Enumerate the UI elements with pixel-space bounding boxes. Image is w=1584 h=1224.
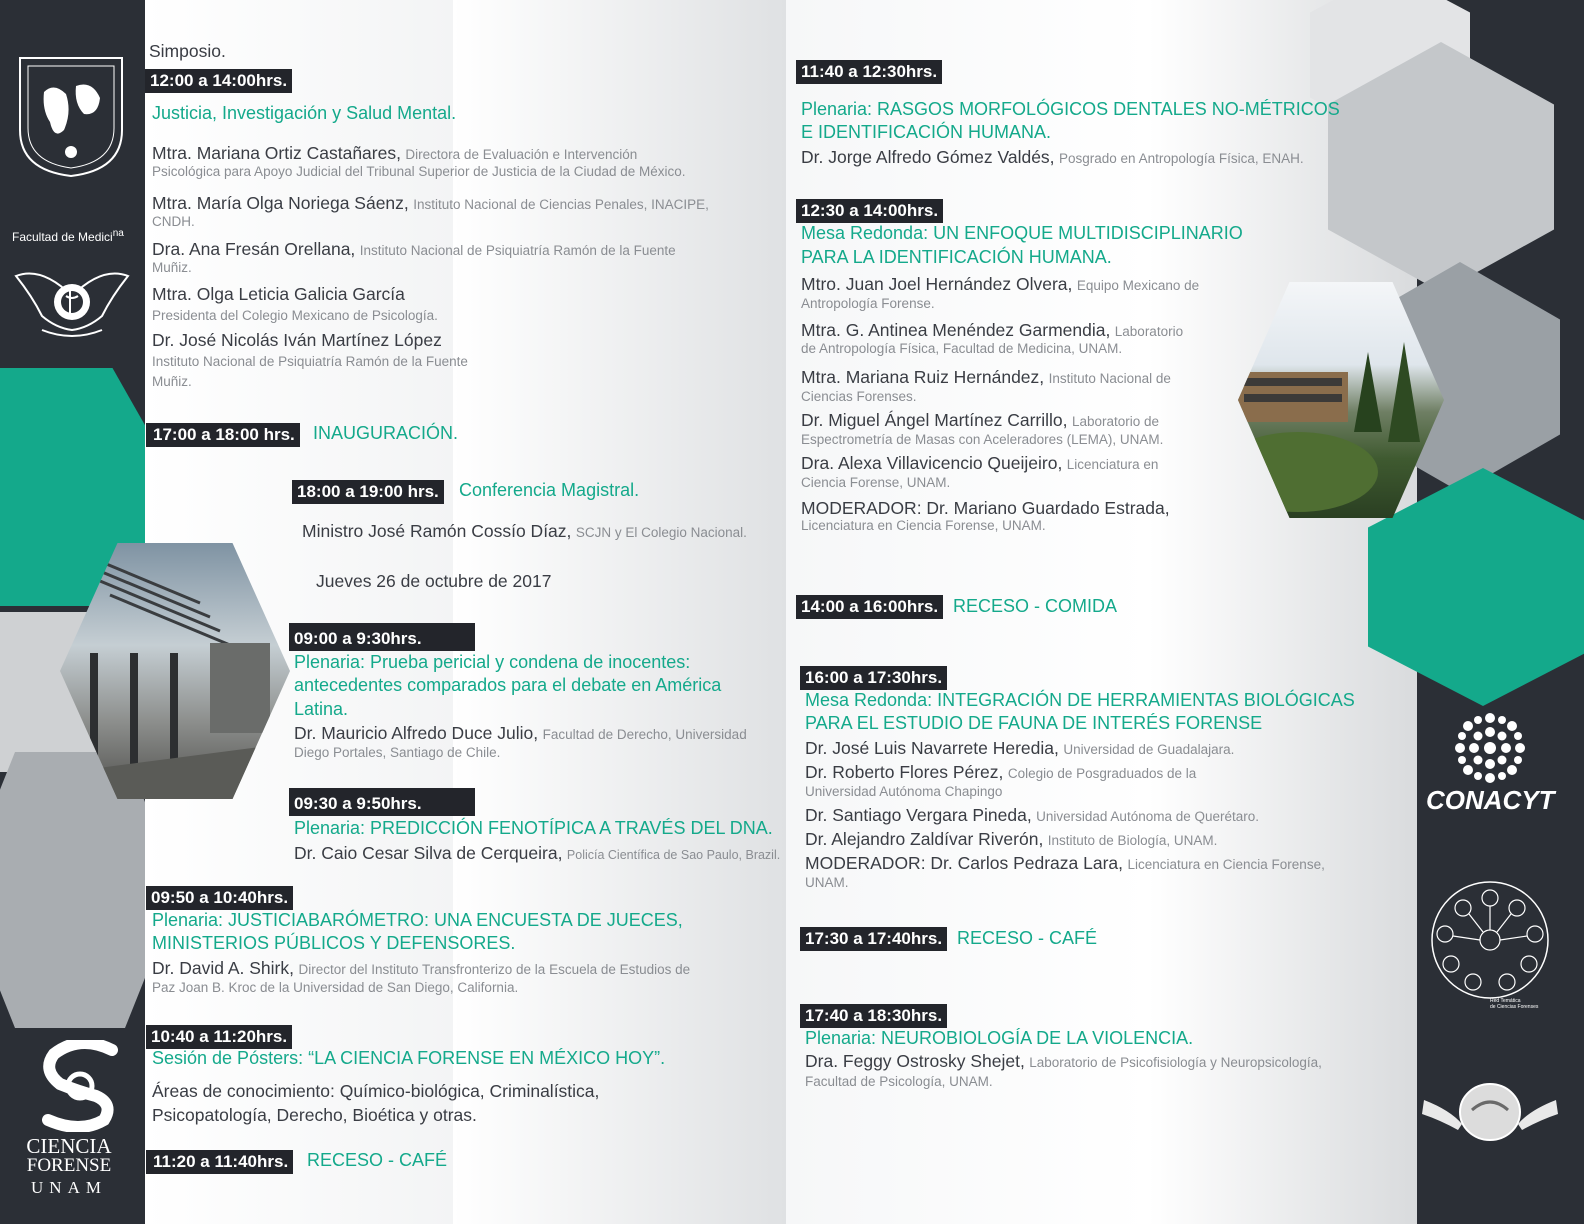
- speaker-line: [152, 142, 637, 164]
- speaker-aff-cont: Universidad Autónoma Chapingo: [805, 784, 1003, 799]
- posters-areas-1: Áreas de conocimiento: Químico-biológica, Criminalística,: [152, 1081, 600, 1101]
- speaker-aff: Laboratorio: [1114, 324, 1184, 339]
- speaker-aff-cont2: Muñiz.: [152, 374, 192, 389]
- speaker-aff: Instituto Nacional de Ciencias Penales, INACIPE,: [413, 197, 709, 212]
- session-title-enfoque-1: Mesa Redonda: UN ENFOQUE MULTIDISCIPLINARIO: [801, 223, 1243, 243]
- time-badge-11-40: 11:40 a 12:30hrs.: [796, 60, 942, 84]
- speaker-line: [805, 761, 1196, 783]
- ciencia-forense-line2: FORENSE: [26, 1155, 112, 1176]
- speaker-name: Dr. Caio Cesar Silva de Cerqueira,: [294, 843, 563, 863]
- speaker-name: Dr. Alejandro Zaldívar Riverón,: [805, 829, 1044, 849]
- posters-areas-2: Psicopatología, Derecho, Bioética y otras.: [152, 1105, 477, 1125]
- speaker-line: [152, 238, 676, 260]
- ciencia-forense-line3: UNAM: [31, 1178, 107, 1197]
- speaker-line: [805, 828, 1217, 850]
- speaker-aff-cont: Instituto Nacional de Psiquiatría Ramón de la Fuente: [152, 354, 468, 369]
- time-badge-09-50: 09:50 a 10:40hrs.: [146, 886, 293, 910]
- conacyt-label: CONACYT: [1426, 785, 1555, 815]
- speaker-shirk-aff-cont: Paz Joan B. Kroc de la Universidad de San Diego, California.: [152, 980, 519, 995]
- conacyt-icon: [1450, 712, 1530, 786]
- speaker-line: [805, 737, 1234, 759]
- speaker-aff-cont: Muñiz.: [152, 260, 192, 275]
- speaker-name: Mtro. Juan Joel Hernández Olvera,: [801, 274, 1073, 294]
- speaker-name: Mtra. Mariana Ruiz Hernández,: [801, 367, 1045, 387]
- session-title-justiciabarometro-2: MINISTERIOS PÚBLICOS Y DEFENSORES.: [152, 933, 516, 953]
- session-title-receso-comida: RECESO - COMIDA: [953, 596, 1118, 616]
- speaker-aff-cont: de Antropología Física, Facultad de Medicina, UNAM.: [801, 341, 1123, 356]
- speaker-name: Dr. Roberto Flores Pérez,: [805, 762, 1004, 782]
- speaker-name: Ministro José Ramón Cossío Díaz,: [302, 521, 572, 541]
- session-title-neurobiologia: Plenaria: NEUROBIOLOGÍA DE LA VIOLENCIA.: [805, 1028, 1194, 1048]
- speaker-name: Dr. Miguel Ángel Martínez Carrillo,: [801, 410, 1068, 430]
- speaker-aff: Directora de Evaluación e Intervención: [405, 147, 638, 162]
- background-panel-2: [453, 0, 786, 1224]
- speaker-aff: Equipo Mexicano de: [1076, 278, 1200, 293]
- facultad-label-sup: na: [112, 228, 124, 239]
- unam-seal-logo: [14, 52, 128, 180]
- red-tematica-circle-logo: [1423, 878, 1557, 1002]
- speaker-aff: Director del Instituto Transfronterizo de la Escuela de Estudios de: [298, 962, 691, 977]
- speaker-aff: SCJN y El Colegio Nacional.: [575, 525, 747, 540]
- session-title-enfoque-2: PARA LA IDENTIFICACIÓN HUMANA.: [801, 247, 1112, 267]
- time-badge-12-30: 12:30 a 14:00hrs.: [796, 199, 943, 223]
- speaker-name: Dr. Jorge Alfredo Gómez Valdés,: [801, 147, 1055, 167]
- ciencia-forense-line1: CIENCIA: [26, 1134, 112, 1158]
- speaker-duce: [294, 722, 747, 744]
- time-badge-09-30: 09:30 a 9:50hrs.: [289, 788, 475, 816]
- session-title-integracion-1: Mesa Redonda: INTEGRACIÓN DE HERRAMIENTAS BIOLÓGICAS: [805, 690, 1355, 710]
- time-badge-17-40: 17:40 a 18:30hrs.: [800, 1004, 947, 1028]
- speaker-name: Dra. Feggy Ostrosky Shejet,: [805, 1051, 1025, 1071]
- speaker-cerqueira: [294, 842, 780, 864]
- time-badge-09-00: 09:00 a 9:30hrs.: [289, 623, 475, 651]
- session-title-prueba-1: Plenaria: Prueba pericial y condena de inocentes:: [294, 652, 691, 672]
- facultad-medicina-eagle-logo: [12, 246, 132, 342]
- speaker-name: Dr. José Luis Navarrete Heredia,: [805, 738, 1059, 758]
- speaker-line: [805, 804, 1259, 826]
- session-title-conferencia: Conferencia Magistral.: [459, 480, 640, 500]
- time-badge-18-00: 18:00 a 19:00 hrs.: [292, 480, 444, 504]
- society-emblem-logo: [1420, 1080, 1560, 1146]
- session-title-integracion-2: PARA EL ESTUDIO DE FAUNA DE INTERÉS FORENSE: [805, 713, 1263, 733]
- session-title-rasgos-1: Plenaria: RASGOS MORFOLÓGICOS DENTALES NO-MÉTRICOS: [801, 99, 1340, 119]
- speaker-aff: Colegio de Posgraduados de la: [1007, 766, 1197, 781]
- speaker-aff: Posgrado en Antropología Física, ENAH.: [1059, 151, 1304, 166]
- speaker-line: [801, 319, 1183, 341]
- session-title-posters: Sesión de Pósters: “LA CIENCIA FORENSE EN MÉXICO HOY”.: [152, 1048, 666, 1068]
- speaker-line: [805, 852, 1325, 874]
- speaker-duce-aff-cont: Diego Portales, Santiago de Chile.: [294, 745, 501, 760]
- speaker-ostrosky: [805, 1050, 1322, 1072]
- date-label: Jueves 26 de octubre de 2017: [316, 571, 552, 591]
- speaker-aff: Universidad de Guadalajara.: [1063, 742, 1235, 757]
- session-title-receso-cafe-1: RECESO - CAFÉ: [307, 1150, 448, 1170]
- speaker-aff: Laboratorio de Psicofisiología y Neuropsicología,: [1029, 1055, 1322, 1070]
- speaker-shirk: [152, 957, 690, 979]
- speaker-aff: Facultad de Derecho, Universidad: [542, 727, 747, 742]
- speaker-aff-cont: CNDH.: [152, 214, 195, 229]
- speaker-aff: Instituto Nacional de Psiquiatría Ramón de la Fuente: [359, 243, 676, 258]
- speaker-aff-cont: Ciencias Forenses.: [801, 389, 917, 404]
- facultad-label-text: Facultad de Medici: [12, 230, 113, 244]
- simposio-label: Simposio.: [149, 41, 226, 61]
- speaker-aff-cont: Psicológica para Apoyo Judicial del Tribunal Superior de Justicia de la Ciudad de México.: [152, 164, 686, 179]
- time-badge-10-40: 10:40 a 11:20hrs.: [146, 1025, 292, 1049]
- session-title-prueba-2: antecedentes comparados para el debate en América: [294, 675, 722, 695]
- speaker-name: Mtra. Mariana Ortiz Castañares,: [152, 143, 401, 163]
- speaker-line: [152, 192, 709, 214]
- speaker-aff: Universidad Autónoma de Querétaro.: [1036, 809, 1260, 824]
- speaker-name: Dra. Alexa Villavicencio Queijeiro,: [801, 453, 1063, 473]
- speaker-aff-cont: Antropología Forense.: [801, 296, 935, 311]
- speaker-line: [801, 452, 1158, 474]
- ciencia-forense-icon: [40, 1040, 120, 1132]
- speaker-aff: Instituto Nacional de: [1048, 371, 1171, 386]
- speaker-aff: Licenciatura en: [1066, 457, 1159, 472]
- facultad-medicina-label: [12, 228, 124, 244]
- speaker-cossio: [302, 520, 747, 542]
- speaker-aff-cont: UNAM.: [805, 875, 849, 890]
- time-badge-17-30: 17:30 a 17:40hrs.: [800, 927, 947, 951]
- speaker-aff: Instituto de Biología, UNAM.: [1047, 833, 1218, 848]
- session-title-prediccion: Plenaria: PREDICCIÓN FENOTÍPICA A TRAVÉS DEL DNA.: [294, 818, 773, 838]
- speaker-gomez: [801, 146, 1304, 168]
- speaker-name: Dr. David A. Shirk,: [152, 958, 294, 978]
- session-title-receso-cafe-2: RECESO - CAFÉ: [957, 928, 1098, 948]
- speaker-aff: Licenciatura en Ciencia Forense,: [1127, 857, 1325, 872]
- speaker-ostrosky-aff-cont: Facultad de Psicología, UNAM.: [805, 1074, 993, 1089]
- session-title-inauguracion: INAUGURACIÓN.: [313, 423, 459, 443]
- speaker-name: Dr. José Nicolás Iván Martínez López: [152, 330, 442, 350]
- session-title-justicia: Justicia, Investigación y Salud Mental.: [152, 103, 457, 123]
- speaker-aff-cont: Espectrometría de Masas con Aceleradores (LEMA), UNAM.: [801, 432, 1164, 447]
- speaker-name: Dr. Mauricio Alfredo Duce Julio,: [294, 723, 539, 743]
- speaker-line: [801, 273, 1199, 295]
- time-badge-14-00: 14:00 a 16:00hrs.: [796, 595, 943, 619]
- red-tematica-text1: Red Temática: [1490, 998, 1521, 1004]
- speaker-name: Dr. Santiago Vergara Pineda,: [805, 805, 1032, 825]
- speaker-line: [801, 409, 1159, 431]
- speaker-name: MODERADOR: Dr. Carlos Pedraza Lara,: [805, 853, 1124, 873]
- red-tematica-text2: de Ciencias Forenses: [1490, 1004, 1539, 1010]
- time-badge-11-20: 11:20 a 11:40hrs.: [146, 1150, 293, 1174]
- speaker-aff-cont: Ciencia Forense, UNAM.: [801, 475, 951, 490]
- speaker-name: Mtra. G. Antinea Menéndez Garmendia,: [801, 320, 1111, 340]
- speaker-name: Dra. Ana Fresán Orellana,: [152, 239, 356, 259]
- session-title-rasgos-2: E IDENTIFICACIÓN HUMANA.: [801, 122, 1052, 142]
- time-badge-16-00: 16:00 a 17:30hrs.: [800, 666, 947, 690]
- speaker-line: [801, 366, 1171, 388]
- session-title-prueba-3: Latina.: [294, 699, 349, 719]
- speaker-aff-cont: Presidenta del Colegio Mexicano de Psicología.: [152, 308, 438, 323]
- time-badge-17-00: 17:00 a 18:00 hrs.: [146, 423, 300, 447]
- speaker-name: Mtra. María Olga Noriega Sáenz,: [152, 193, 409, 213]
- speaker-name: MODERADOR: Dr. Mariano Guardado Estrada,: [801, 498, 1170, 518]
- time-badge-12-00: 12:00 a 14:00hrs.: [145, 69, 292, 93]
- speaker-aff: Policía Científica de Sao Paulo, Brazil.: [566, 848, 781, 862]
- speaker-aff-cont: Licenciatura en Ciencia Forense, UNAM.: [801, 518, 1046, 533]
- speaker-name: Mtra. Olga Leticia Galicia García: [152, 284, 405, 304]
- speaker-aff: Laboratorio de: [1071, 414, 1160, 429]
- session-title-justiciabarometro-1: Plenaria: JUSTICIABARÓMETRO: UNA ENCUESTA DE JUECES,: [152, 910, 683, 930]
